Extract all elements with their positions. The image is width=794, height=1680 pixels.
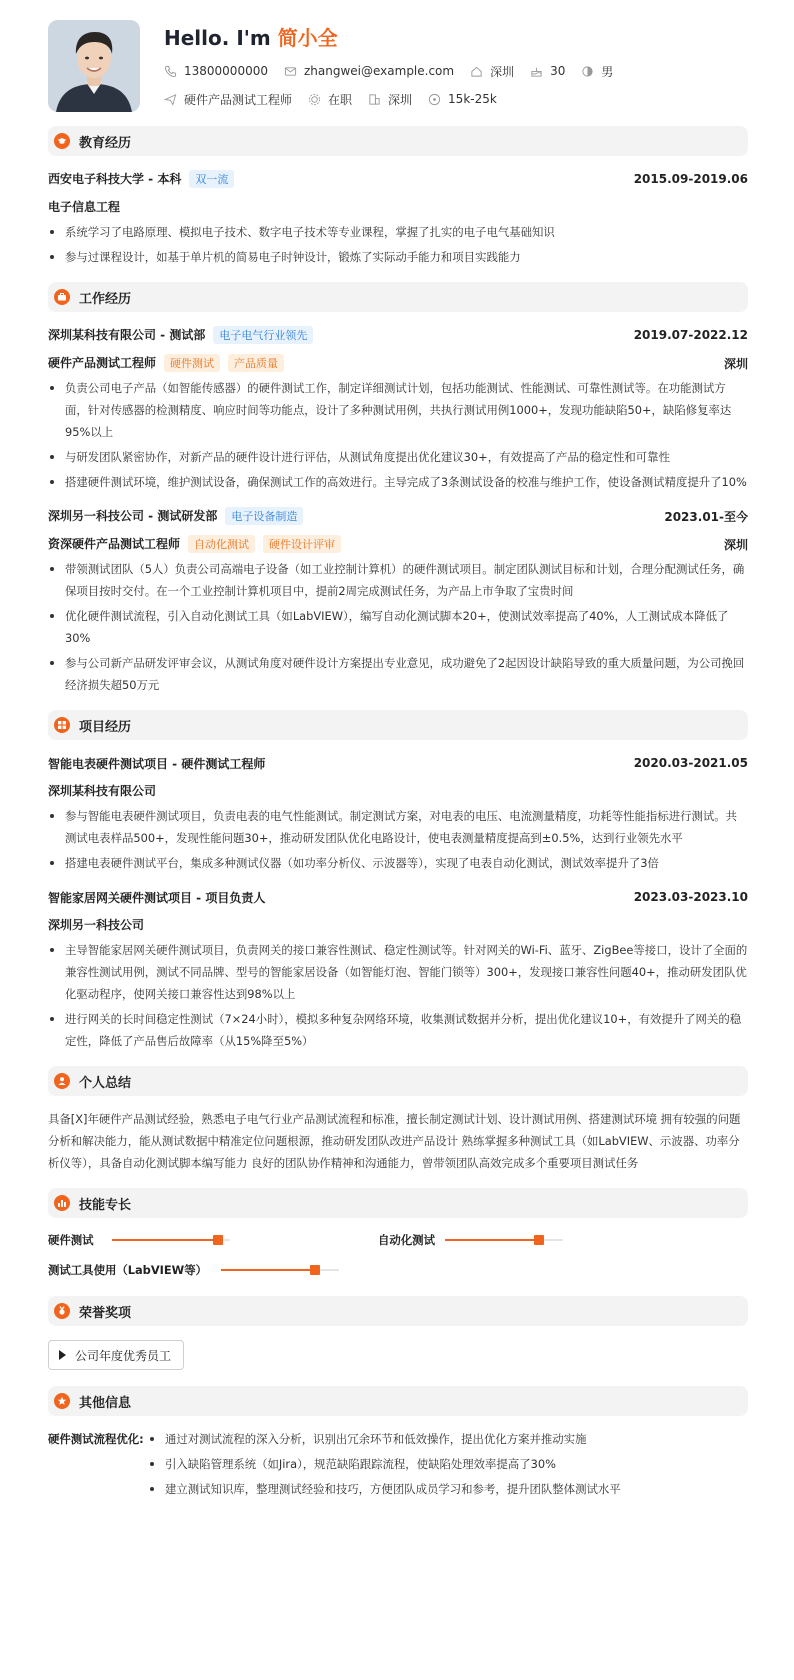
list-item: 搭建电表硬件测试平台，集成多种测试仪器（如功率分析仪、示波器等），实现了电表自动化测试，测试效率提升了3倍 [48, 852, 748, 874]
school-tag: 双一流 [189, 170, 234, 188]
section-title: 其他信息 [79, 1395, 132, 1411]
status-icon [308, 93, 321, 106]
work-city: 深圳 [723, 537, 748, 552]
list-item: 参与公司新产品研发评审会议，从测试角度对硬件设计方案提出专业意见，成功避免了2起因设计缺陷导致的重大质量问题，为公司挽回经济损失超50万元 [48, 652, 748, 696]
work-bullets [48, 377, 748, 493]
skill-bar-knob [310, 1265, 320, 1275]
list-item: 系统学习了电路原理、模拟电子技术、数字电子技术等专业课程，掌握了扎实的电子电气基础知识 [48, 221, 748, 243]
skill-bar [221, 1269, 339, 1271]
header-info [164, 20, 629, 126]
list-item: 搭建硬件测试环境，维护测试设备，确保测试工作的高效进行。主导完成了3条测试设备的校准与维护工作，使设备测试精度提升了10% [48, 471, 748, 493]
project-title: 智能家居网关硬件测试项目 - 项目负责人 [48, 890, 266, 905]
role-tag: 硬件测试 [164, 354, 220, 372]
phone-icon [164, 65, 177, 78]
email-value: zhangwei@example.com [303, 64, 455, 78]
mail-icon [284, 65, 297, 78]
summary-text: 具备[X]年硬件产品测试经验，熟悉电子电气行业产品测试流程和标准，擅长制定测试计划、设计测试用例、搭建测试环境 拥有较强的问题分析和解决能力，能从测试数据中精准定位问题根源，推动研发团队改进产品设计 熟练掌握多种测试工具（如LabVIEW、示波器、功率分析仪等），具备自动化测试脚本编写能力 良好的团队协作精神和沟通能力，曾带领团队高效完成多个重要项目测试任务 [48, 1112, 741, 1170]
list-item: 与研发团队紧密协作，对新产品的硬件设计进行评估，从测试角度提出优化建议30+，有效提高了产品的稳定性和可靠性 [48, 446, 748, 468]
work-bullets [48, 558, 748, 696]
age-item [530, 64, 565, 78]
work-entry [48, 493, 748, 696]
candidate-name: 简小全 [277, 26, 338, 50]
section-title: 教育经历 [79, 135, 132, 151]
skill-name: 硬件测试 [48, 1233, 94, 1247]
building-icon [368, 93, 381, 106]
project-title: 智能电表硬件测试项目 - 硬件测试工程师 [48, 756, 266, 771]
list-item: 优化硬件测试流程，引入自动化测试工具（如LabVIEW），编写自动化测试脚本20+，使测试效率提高了40%，人工测试成本降低了30% [48, 605, 748, 649]
skill-bar-fill [445, 1239, 539, 1241]
cake-icon [530, 65, 543, 78]
job-value: 硬件产品测试工程师 [184, 92, 293, 107]
salary-value: 15k-25k [448, 92, 497, 106]
project-bullets [48, 805, 748, 874]
section-education [48, 126, 748, 156]
project-company: 深圳某科技有限公司 [48, 784, 157, 798]
company-tag: 电子电气行业领先 [213, 326, 313, 344]
section-title: 个人总结 [79, 1075, 132, 1091]
salary-icon [428, 93, 441, 106]
section-other [48, 1386, 748, 1416]
list-item: 负责公司电子产品（如智能传感器）的硬件测试工作，制定详细测试计划，包括功能测试、性能测试、可靠性测试等。在功能测试方面，针对传感器的检测精度、响应时间等功能点，设计了多种测试用例，共执行测试用例1000+，发现功能缺陷50+，缺陷修复率达95%以上 [48, 377, 748, 443]
list-item: 通过对测试流程的深入分析，识别出冗余环节和低效操作，提出优化方案并推动实施 [148, 1428, 621, 1450]
skill-name: 测试工具使用（LabVIEW等） [48, 1263, 208, 1277]
skill-bar [112, 1239, 230, 1241]
project-entry [48, 740, 748, 874]
education-date: 2015.09-2019.06 [633, 172, 748, 186]
skill-name: 自动化测试 [378, 1233, 435, 1247]
skill-bar-knob [534, 1235, 544, 1245]
company-tag: 电子设备制造 [225, 507, 303, 525]
email-item [284, 64, 454, 78]
skill-bar-fill [112, 1239, 218, 1241]
home-icon [470, 65, 483, 78]
role-tag: 自动化测试 [188, 535, 255, 553]
user-icon [54, 1073, 70, 1089]
list-item: 参与过课程设计，如基于单片机的简易电子时钟设计，锻炼了实际动手能力和项目实践能力 [48, 246, 748, 268]
list-item: 主导智能家居网关硬件测试项目，负责网关的接口兼容性测试、稳定性测试等。针对网关的Wi-Fi、蓝牙、ZigBee等接口，设计了全面的兼容性测试用例，测试不同品牌、型号的智能家居设备（如智能灯泡、智能门锁等）300+，发现接口兼容性问题40+，推动研发团队优化驱动程序，使网关接口兼容性达到98%以上 [48, 939, 748, 1005]
role-name: 资深硬件产品测试工程师 [48, 537, 181, 551]
job-item [164, 91, 292, 108]
status-value: 在职 [328, 92, 353, 107]
bar-chart-icon [54, 1195, 70, 1211]
work-role-line [48, 354, 284, 372]
target-city-value: 深圳 [388, 92, 413, 107]
list-item: 进行网关的长时间稳定性测试（7×24小时），模拟多种复杂网络环境，收集测试数据并分析，提出优化建议10+，有效提升了网关的稳定性，降低了产品售后故障率（从15%降至5%） [48, 1008, 748, 1052]
contact-row [164, 62, 629, 80]
section-title: 荣誉奖项 [79, 1305, 132, 1321]
target-city-item [368, 91, 412, 108]
other-label: 硬件测试流程优化: [48, 1432, 144, 1446]
skills-list [48, 1218, 748, 1288]
project-entry [48, 874, 748, 1052]
city-item [470, 63, 514, 80]
project-date: 2023.03-2023.10 [633, 890, 748, 904]
phone-item [164, 64, 268, 78]
list-item: 引入缺陷管理系统（如Jira），规范缺陷跟踪流程，使缺陷处理效率提高了30% [148, 1453, 621, 1475]
age-value: 30 [550, 64, 566, 78]
grid-icon [54, 717, 70, 733]
role-tag: 硬件设计评审 [263, 535, 341, 553]
skill-item [48, 1230, 230, 1250]
awards-list [48, 1340, 748, 1370]
section-title: 技能专长 [79, 1197, 132, 1213]
section-work [48, 282, 748, 312]
section-project [48, 710, 748, 740]
section-title: 项目经历 [79, 719, 132, 735]
skill-bar-fill [221, 1269, 315, 1271]
phone-value: 13800000000 [184, 64, 268, 78]
gender-value: 男 [601, 64, 614, 79]
send-icon [164, 93, 177, 106]
briefcase-icon [54, 289, 70, 305]
section-summary [48, 1066, 748, 1096]
section-title: 工作经历 [79, 291, 132, 307]
gender-icon [581, 65, 594, 78]
work-city: 深圳 [723, 356, 748, 371]
skill-item [378, 1230, 563, 1250]
company-name: 深圳另一科技公司 - 测试研发部 [48, 509, 218, 523]
major: 电子信息工程 [48, 200, 121, 214]
resume-header [48, 0, 748, 126]
salary-item [428, 92, 497, 106]
list-item: 建立测试知识库，整理测试经验和技巧，方便团队成员学习和参考，提升团队整体测试水平 [148, 1478, 621, 1500]
project-company: 深圳另一科技公司 [48, 918, 145, 932]
work-company-line [48, 326, 313, 344]
education-school-line [48, 170, 234, 188]
project-bullets [48, 939, 748, 1052]
project-date: 2020.03-2021.05 [633, 756, 748, 770]
work-date: 2023.01-至今 [664, 509, 748, 524]
award-name: 公司年度优秀员工 [75, 1348, 172, 1363]
role-tag: 产品质量 [228, 354, 284, 372]
greeting-text: Hello. I'm [164, 26, 278, 50]
avatar [48, 20, 140, 112]
award-item [48, 1340, 184, 1370]
city-value: 深圳 [490, 64, 515, 79]
other-info [48, 1428, 748, 1500]
skill-item [48, 1260, 339, 1280]
list-item: 参与智能电表硬件测试项目，负责电表的电气性能测试。制定测试方案，对电表的电压、电流测量精度，功耗等性能指标进行测试。共测试电表样品500+，发现性能问题30+，推动研发团队优化电路设计，使电表测量精度提高到±0.5%，达到行业领先水平 [48, 805, 748, 849]
section-skills [48, 1188, 748, 1218]
work-date: 2019.07-2022.12 [633, 328, 748, 342]
work-role-line [48, 535, 341, 553]
gender-item [581, 63, 613, 80]
skill-bar-knob [213, 1235, 223, 1245]
award-icon [54, 1393, 70, 1409]
play-icon [59, 1350, 66, 1360]
skill-bar [445, 1239, 563, 1241]
role-name: 硬件产品测试工程师 [48, 356, 157, 370]
section-awards [48, 1296, 748, 1326]
greeting [164, 22, 629, 52]
job-row [164, 90, 629, 108]
work-company-line [48, 507, 303, 525]
medal-icon [54, 1303, 70, 1319]
company-name: 深圳某科技有限公司 - 测试部 [48, 328, 206, 342]
graduation-cap-icon [54, 133, 70, 149]
education-bullets [48, 221, 748, 268]
work-entry [48, 312, 748, 493]
education-entry [48, 156, 748, 268]
list-item: 带领测试团队（5人）负责公司高端电子设备（如工业控制计算机）的硬件测试项目。制定团队测试目标和计划，合理分配测试任务，确保项目按时交付。在一个工业控制计算机项目中，提前2周完成测试任务，为产品上市争取了宝贵时间 [48, 558, 748, 602]
school-name: 西安电子科技大学 - 本科 [48, 172, 182, 186]
status-item [308, 91, 352, 108]
other-bullets [148, 1428, 621, 1500]
